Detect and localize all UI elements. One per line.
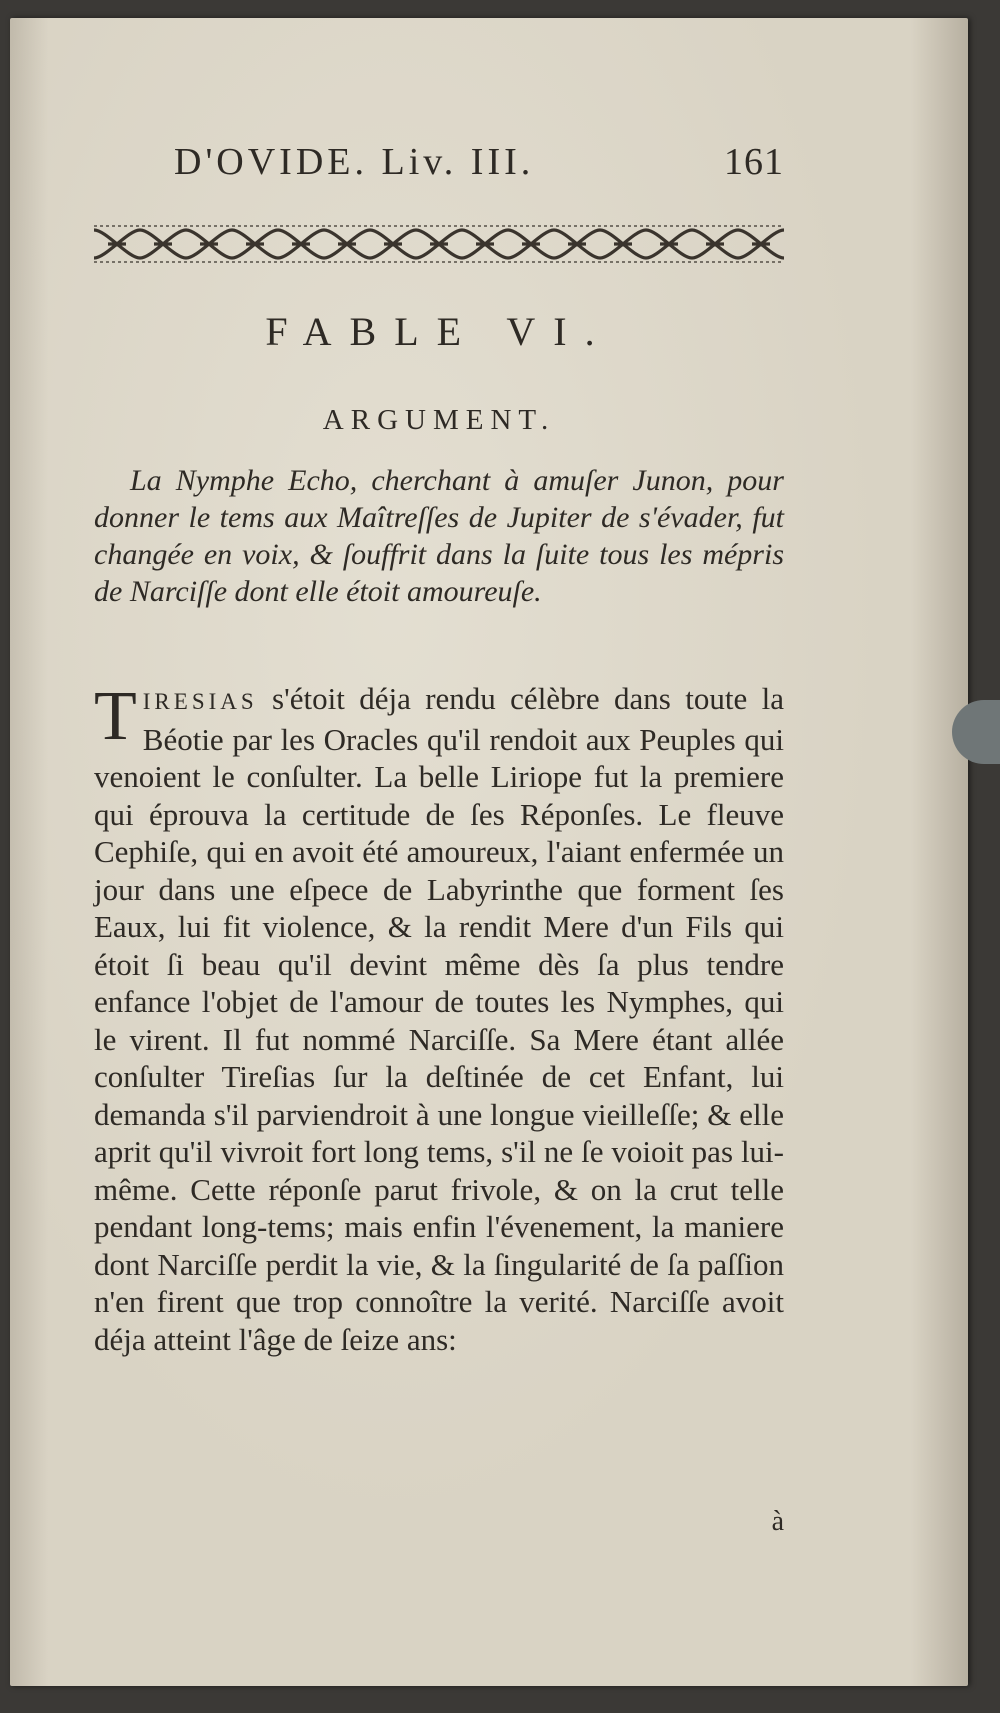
body-text: s'étoit déja rendu célèbre dans toute la Béotie par les Oracles qu'il rendoit aux Peuples qui venoient le conſulter. La belle Liriope fut la premiere qui éprouva la certitude de ſes Réponſes. Le fleuve Cephiſe, qui en avoit été amoureux, l'aiant enfermée un jour dans une eſpece de Labyrinthe que forment ſes Eaux, lui fit violence, & la rendit Mere d'un Fils qui étoit ſi beau qu'il devint même dès ſa plus tendre enfance l'objet de l'amour de toutes les Nymphes, qui le virent. Il fut nommé Narciſſe. Sa Mere étant allée conſulter Tireſias ſur la deſtinée de cet Enfant, lui demanda s'il parviendroit à une longue vieilleſſe; & elle aprit qu'il vivroit fort long tems, s'il ne ſe voioit pas lui-même. Cette réponſe parut frivole, & on la crut telle pendant long-tems; mais enfin l'évenement, la maniere dont Narciſſe perdit la vie, & la ſingularité de ſa paſſion n'en firent que trop connoître la verité. Narciſſe avoit déja atteint l'âge de ſeize ans: (94, 681, 784, 1357)
running-head-title: D'OVIDE. Liv. III. (174, 141, 535, 183)
page-number: 161 (724, 141, 784, 183)
argument-heading: ARGUMENT. (322, 404, 556, 436)
catchword: à (771, 1506, 784, 1537)
ornament-band (94, 222, 784, 266)
fable-title: FABLE VI. (265, 309, 613, 354)
first-word: IRESIAS (142, 689, 258, 714)
book-page (10, 18, 968, 1686)
running-head (94, 140, 784, 190)
body-paragraph (94, 680, 784, 1358)
argument-text: La Nymphe Echo, cherchant à amuſer Junon, pour donner le tems aux Maîtreſſes de Jupiter de s'évader, fut changée en voix, & ſouffrit dans la ſuite tous les mépris de Narciſſe dont elle étoit amoureuſe. (94, 464, 784, 608)
decorative-band-icon (94, 222, 784, 266)
drop-cap: T (94, 678, 137, 755)
